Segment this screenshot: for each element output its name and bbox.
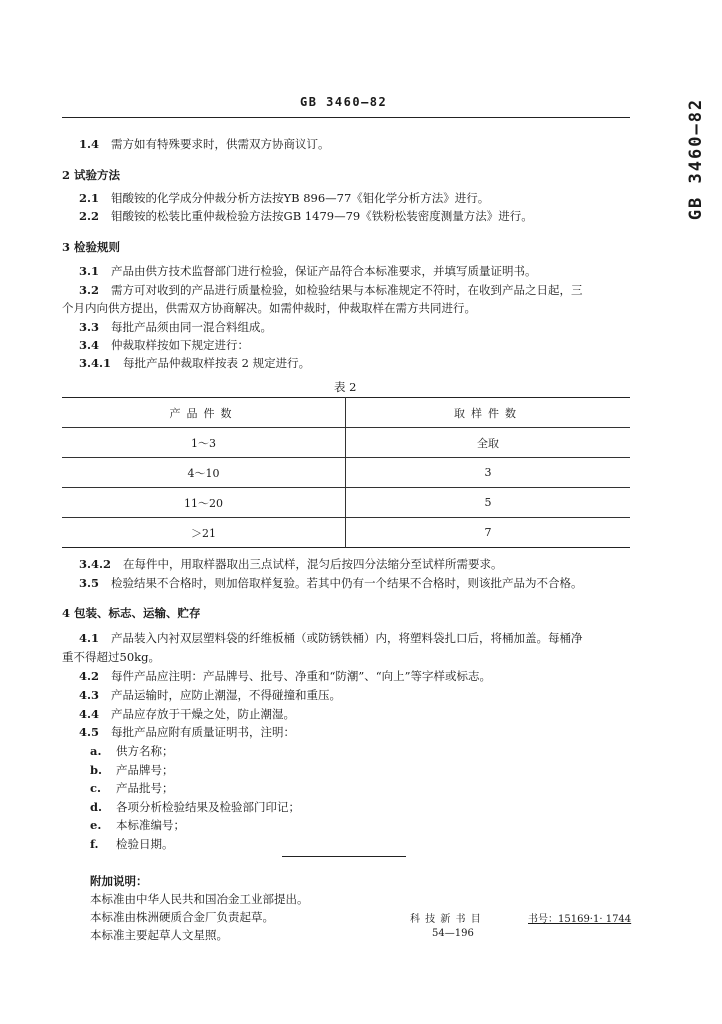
table-row [62,458,630,488]
table-row [62,488,630,518]
section-3-heading: 3 检验规则 [62,240,121,254]
footer-book-number: 书号：15169·1· 1744 [528,914,632,925]
table-title: 表 2 [334,380,357,394]
list-item: b. 产品牌号； [90,763,174,777]
clause-3-4-1: 3.4.1 每批产品仲裁取样按表 2 规定进行。 [79,356,311,370]
table-cell: 全取 [477,436,499,450]
clause-4-2: 4.2 每件产品应注明：产品牌号、批号、净重和“防潮”、“向上”等字样或标志。 [79,669,492,683]
clause-3-2: 3.2 需方可对收到的产品进行质量检验，如检验结果与本标准规定不符时，在收到产品之日起，三 [79,283,583,297]
table-cell: 11～20 [62,488,346,518]
table-cell: 3 [484,466,492,479]
clause-3-2-cont: 个月内向供方提出，供需双方协商解决。如需仲裁时，仲裁取样在需方共同进行。 [62,301,476,315]
clause-3-1: 3.1 产品由供方技术监督部门进行检验，保证产品符合本标准要求，并填写质量证明书。 [79,264,537,278]
sampling-table [62,397,630,548]
list-item: d. 各项分析检验结果及检验部门印记； [90,800,300,814]
notes-title: 附加说明： [90,874,148,888]
clause-4-5: 4.5 每批产品应附有质量证明书，注明： [79,725,296,739]
table-row [62,428,630,458]
list-item: f. 检验日期。 [90,837,174,851]
footer-publisher: 科 技 新 书 目 [410,914,482,925]
list-item: e. 本标准编号； [90,818,185,832]
clause-1-4: 1.4 需方如有特殊要求时，供需双方协商议订。 [79,137,330,151]
table-cell: 7 [484,526,492,539]
clause-2-1: 2.1 钼酸铵的化学成分仲裁分析方法按YB 896—77《钼化学分析方法》进行。 [79,191,490,205]
table-cell: 4～10 [62,458,346,488]
table-cell: 5 [484,496,492,509]
header-code: GB 3460—82 [300,95,388,109]
section-2-heading: 2 试验方法 [62,168,121,182]
clause-4-4: 4.4 产品应存放于干燥之处，防止潮湿。 [79,707,296,721]
table-cell: 1～3 [62,428,346,458]
clause-3-4-2: 3.4.2 在每件中，用取样器取出三点试样，混匀后按四分法缩分至试样所需要求。 [79,557,503,571]
clause-3-5: 3.5 检验结果不合格时，则加倍取样复验。若其中仍有一个结果不合格时，则该批产品为不合格。 [79,576,583,590]
table-cell: ＞21 [62,518,346,548]
note-line: 本标准主要起草人文星照。 [90,928,228,942]
section-4-heading: 4 包装、标志、运输、贮存 [62,606,201,620]
clause-4-1-cont: 重不得超过50kg。 [62,650,160,664]
end-rule [282,856,406,857]
clause-3-3: 3.3 每批产品须由同一混合料组成。 [79,320,273,334]
clause-3-4: 3.4 仲裁取样按如下规定进行： [79,338,250,352]
clause-4-1: 4.1 产品装入内衬双层塑料袋的纤维板桶（或防锈铁桶）内，将塑料袋扎口后，将桶加盖。每桶净 [79,631,583,645]
list-item: a. 供方名称； [90,744,174,758]
side-label: GB 3460—82 [686,97,707,221]
table-header-cell: 取样件数 [454,406,522,420]
clause-2-2: 2.2 钼酸铵的松装比重仲裁检验方法按GB 1479—79《铁粉松装密度测量方法》进行。 [79,209,533,223]
clause-4-3: 4.3 产品运输时，应防止潮湿，不得碰撞和重压。 [79,688,342,702]
list-item: c. 产品批号； [90,781,174,795]
note-line: 本标准由中华人民共和国冶金工业部提出。 [90,892,309,906]
table-header-cell: 产品件数 [62,398,346,428]
note-line: 本标准由株洲硬质合金厂负责起草。 [90,910,274,924]
footer-page-code: 54—196 [432,928,474,939]
table-row [62,518,630,548]
header-rule [62,117,630,118]
table-header-row [62,398,630,428]
